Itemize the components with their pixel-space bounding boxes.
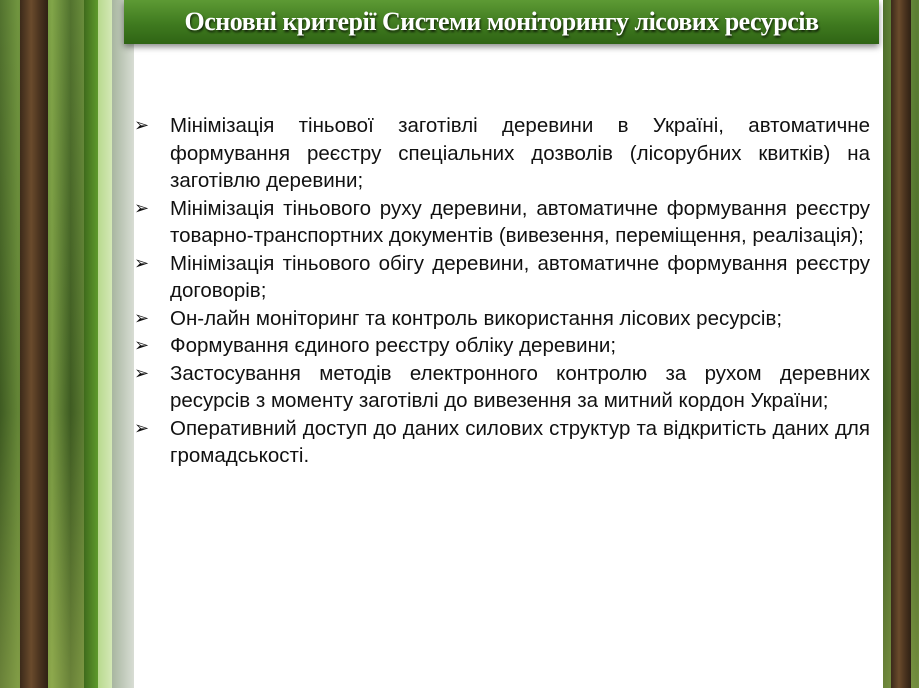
arrow-bullet-icon: ➢ [134,307,150,328]
criterion-text: Формування єдиного реєстру обліку деревини; [170,334,617,357]
criterion-text: Оперативний доступ до даних силових структур та відкритість даних для громадськості. [170,416,870,467]
list-item [134,332,870,360]
arrow-bullet-icon: ➢ [134,115,150,135]
arrow-bullet-icon: ➢ [134,252,150,273]
arrow-bullet-icon: ➢ [134,417,150,438]
criteria-list [134,112,870,470]
arrow-bullet-icon: ➢ [134,197,150,218]
grey-stripe [112,0,134,688]
criterion-text: Мінімізація тіньової заготівлі деревини в Україні, автоматичне формування реєстру спеціальних дозволів (лісорубних квитків) на заготівлю деревини; [170,114,870,192]
criterion-text: Мінімізація тіньового руху деревини, автоматичне формування реєстру товарно-транспортних документів (вивезення, переміщення, реалізація); [170,196,870,247]
list-item [134,305,870,333]
tree-trunk [20,0,48,688]
forest-background-right [883,0,919,688]
tree-trunk [891,0,911,688]
criterion-text: Мінімізація тіньового обігу деревини, автоматичне формування реєстру договорів; [170,251,870,302]
arrow-bullet-icon: ➢ [134,335,150,355]
forest-background-left [0,0,84,688]
criterion-text: Застосування методів електронного контролю за рухом деревних ресурсів з моменту заготівлі до вивезення за митний кордон України; [170,361,870,412]
list-item [134,195,870,250]
light-green-stripe [98,0,112,688]
list-item [134,250,870,305]
list-item [134,360,870,415]
title-bar [124,0,879,44]
criterion-text: Он-лайн моніторинг та контроль використання лісових ресурсів; [170,306,783,330]
arrow-bullet-icon: ➢ [134,362,150,383]
list-item [134,112,870,195]
list-item [134,415,870,470]
slide-title: Основні критерії Системи моніторингу лісових ресурсів [184,7,819,36]
green-stripe [84,0,98,688]
